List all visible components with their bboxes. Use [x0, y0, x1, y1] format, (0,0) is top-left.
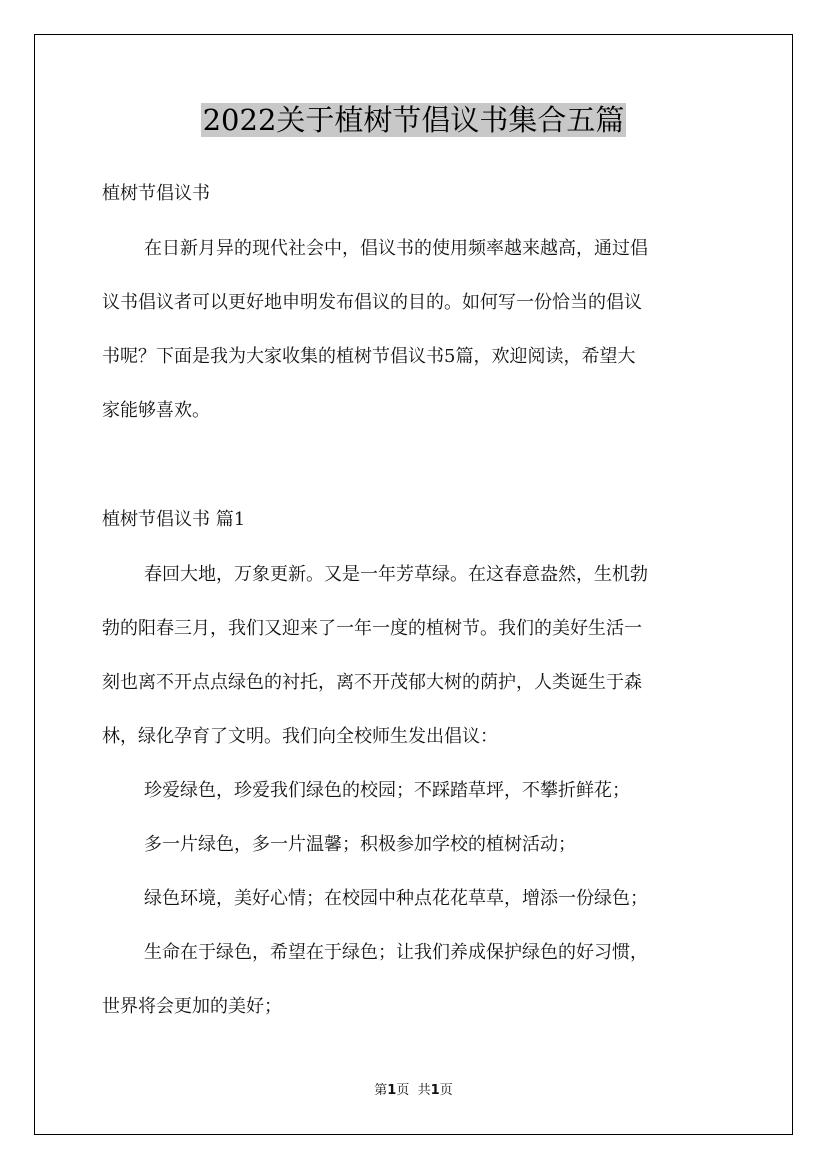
page-prefix: 第 — [374, 1083, 388, 1098]
paragraph-line: 珍爱绿色，珍爱我们绿色的校园；不踩踏草坪，不攀折鲜花； — [144, 780, 630, 801]
paragraph-line: 在日新月异的现代社会中，倡议书的使用频率越来越高，通过倡 — [144, 238, 648, 259]
paragraph-line: 书呢？下面是我为大家收集的植树节倡议书5篇，欢迎阅读，希望大 — [102, 346, 636, 367]
paragraph-line: 绿色环境，美好心情；在校园中种点花花草草，增添一份绿色； — [144, 888, 648, 909]
paragraph-line: 春回大地，万象更新。又是一年芳草绿。在这春意盎然，生机勃 — [144, 564, 648, 585]
document-title — [0, 100, 827, 140]
document-title-text: 2022关于植树节倡议书集合五篇 — [202, 103, 625, 137]
paragraph-line: 家能够喜欢。 — [102, 400, 210, 421]
page-footer — [0, 1082, 827, 1100]
paragraph-line: 世界将会更加的美好； — [102, 996, 282, 1017]
paragraph-line: 刻也离不开点点绿色的衬托，离不开茂郁大树的荫护，人类诞生于森 — [102, 672, 642, 693]
total-prefix: 共 — [417, 1083, 431, 1098]
total-pages: 1 — [430, 1083, 440, 1098]
section-heading: 植树节倡议书 — [102, 183, 210, 204]
paragraph-line: 林，绿化孕育了文明。我们向全校师生发出倡议： — [102, 726, 498, 747]
paragraph-line: 多一片绿色，多一片温馨；积极参加学校的植树活动； — [144, 834, 576, 855]
paragraph-line: 勃的阳春三月，我们又迎来了一年一度的植树节。我们的美好生活一 — [102, 618, 642, 639]
paragraph-line: 议书倡议者可以更好地申明发布倡议的目的。如何写一份恰当的倡议 — [102, 292, 642, 313]
paragraph-line: 生命在于绿色，希望在于绿色；让我们养成保护绿色的好习惯， — [144, 942, 648, 963]
total-suffix: 页 — [439, 1083, 453, 1098]
section-heading: 植树节倡议书 篇1 — [102, 509, 246, 530]
page-suffix: 页 — [396, 1083, 410, 1098]
page-number: 1 — [387, 1083, 397, 1098]
